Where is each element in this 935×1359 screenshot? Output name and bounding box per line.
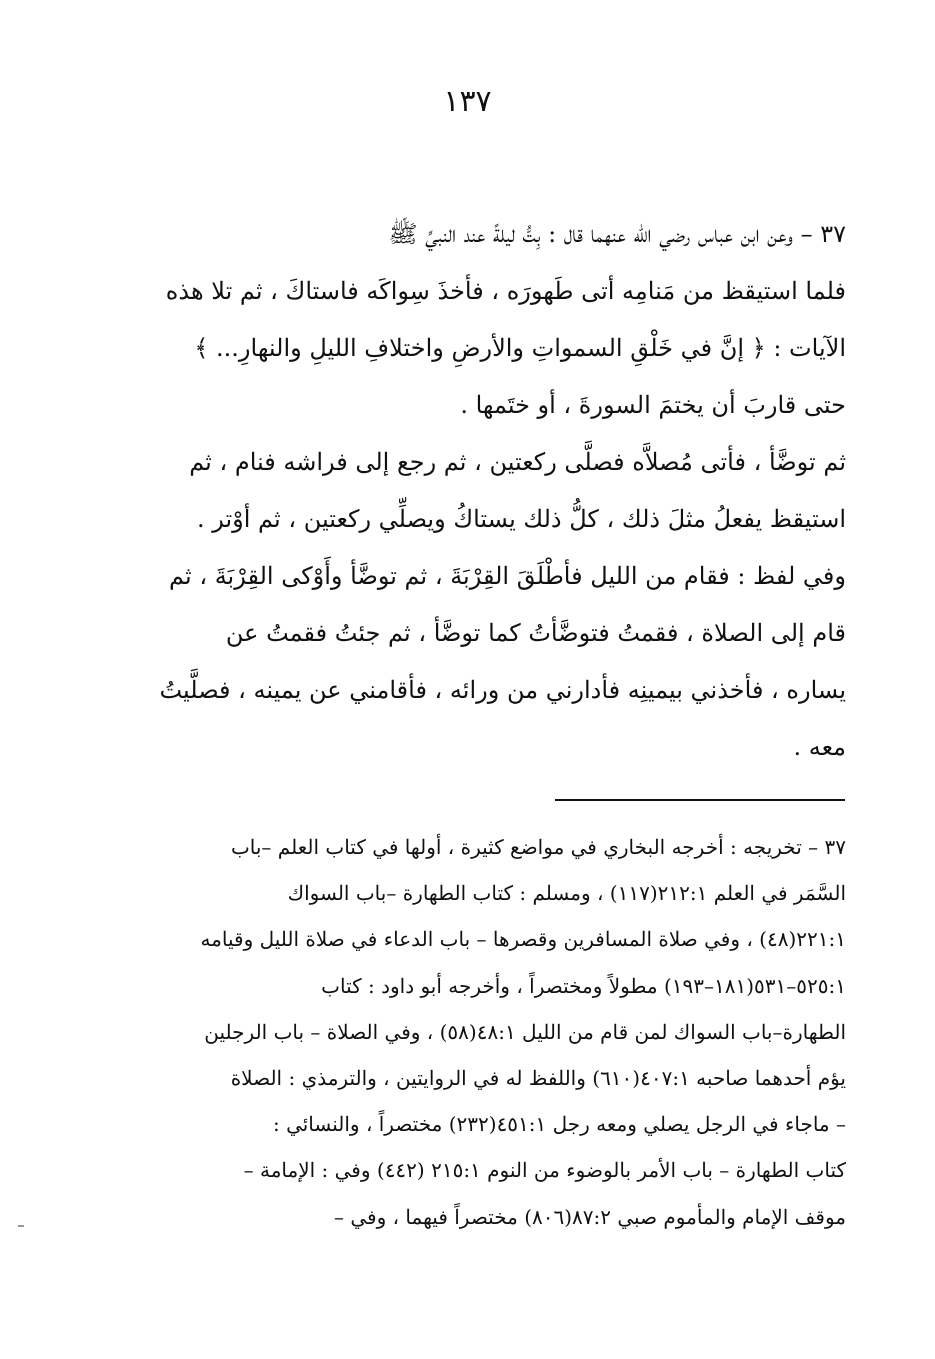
text-line: ٣٧ – وعن ابن عباس رضي الله عنهما قال : بِتُّ ليلةً عند النبيِّ ﷺ xyxy=(388,220,846,248)
text-line: ثم توضَّأ ، فأتى مُصلاَّه فصلَّى ركعتين ، ثم رجع إلى فراشه فنام ، ثم xyxy=(189,448,846,476)
text-line: قام إلى الصلاة ، فقمتُ فتوضَّأتُ كما توضَّأ ، ثم جئتُ فقمتُ عن xyxy=(225,619,846,647)
footnote-line: موقف الإمام والمأموم صبي ٨٧:٢(٨٠٦) مختصراً فيهما ، وفي – xyxy=(334,1204,846,1229)
scan-mark xyxy=(18,1225,24,1227)
footnote-line: الطهارة–باب السواك لمن قام من الليل ٤٨:١(٥٨) ، وفي الصلاة – باب الرجلين xyxy=(204,1019,846,1044)
footnote-divider xyxy=(555,799,845,801)
text-line: وفي لفظ : فقام من الليل فأطْلَقَ القِرْبَةَ ، ثم توضَّأ وأَوْكى القِرْبَةَ ، ثم xyxy=(169,562,846,590)
text-line: فلما استيقظ من مَنامِه أتى طَهورَه ، فأخذَ سِواكَه فاستاكَ ، ثم تلا هذه xyxy=(165,277,846,305)
page-number: ١٣٧ xyxy=(443,84,492,119)
text-line: يساره ، فأخذني بيمينِه فأدارني من ورائه ، فأقامني عن يمينه ، فصلَّيتُ xyxy=(159,676,846,704)
footnote-line: ٥٢٥:١–٥٣١(١٨١–١٩٣) مطولاً ومختصراً ، وأخرجه أبو داود : كتاب xyxy=(321,973,846,998)
footnotes xyxy=(120,824,846,1240)
footnote-line: يؤم أحدهما صاحبه ٤٠٧:١(٦١٠) واللفظ له في الروايتين ، والترمذي : الصلاة xyxy=(230,1065,846,1090)
text-line: حتى قاربَ أن يختمَ السورةَ ، أو ختَمها . xyxy=(460,391,846,419)
text-line: استيقظ يفعلُ مثلَ ذلك ، كلُّ ذلك يستاكُ ويصلِّي ركعتين ، ثم أوْتر . xyxy=(196,505,846,533)
footnote-line: ٣٧ – تخريجه : أخرجه البخاري في مواضع كثيرة ، أولها في كتاب العلم –باب xyxy=(230,835,846,859)
footnote-line: – ماجاء في الرجل يصلي ومعه رجل ٤٥١:١(٢٣٢) مختصراً ، والنسائي : xyxy=(272,1112,846,1137)
hadith-text xyxy=(120,206,846,776)
text-line: معه . xyxy=(793,733,846,761)
text-line: الآيات : ﴿ إنَّ في خَلْقِ السمواتِ والأرضِ واختلافِ الليلِ والنهارِ... ﴾ xyxy=(194,334,846,362)
footnote-line: ٢٢١:١(٤٨) ، وفي صلاة المسافرين وقصرها – باب الدعاء في صلاة الليل وقيامه xyxy=(200,927,846,952)
footnote-line: السَّمَر في العلم ٢١٢:١(١١٧) ، ومسلم : كتاب الطهارة –باب السواك xyxy=(287,881,846,906)
footnote-line: كتاب الطهارة – باب الأمر بالوضوء من النوم ٢١٥:١ (٤٤٢) وفي : الإمامة – xyxy=(243,1158,846,1183)
